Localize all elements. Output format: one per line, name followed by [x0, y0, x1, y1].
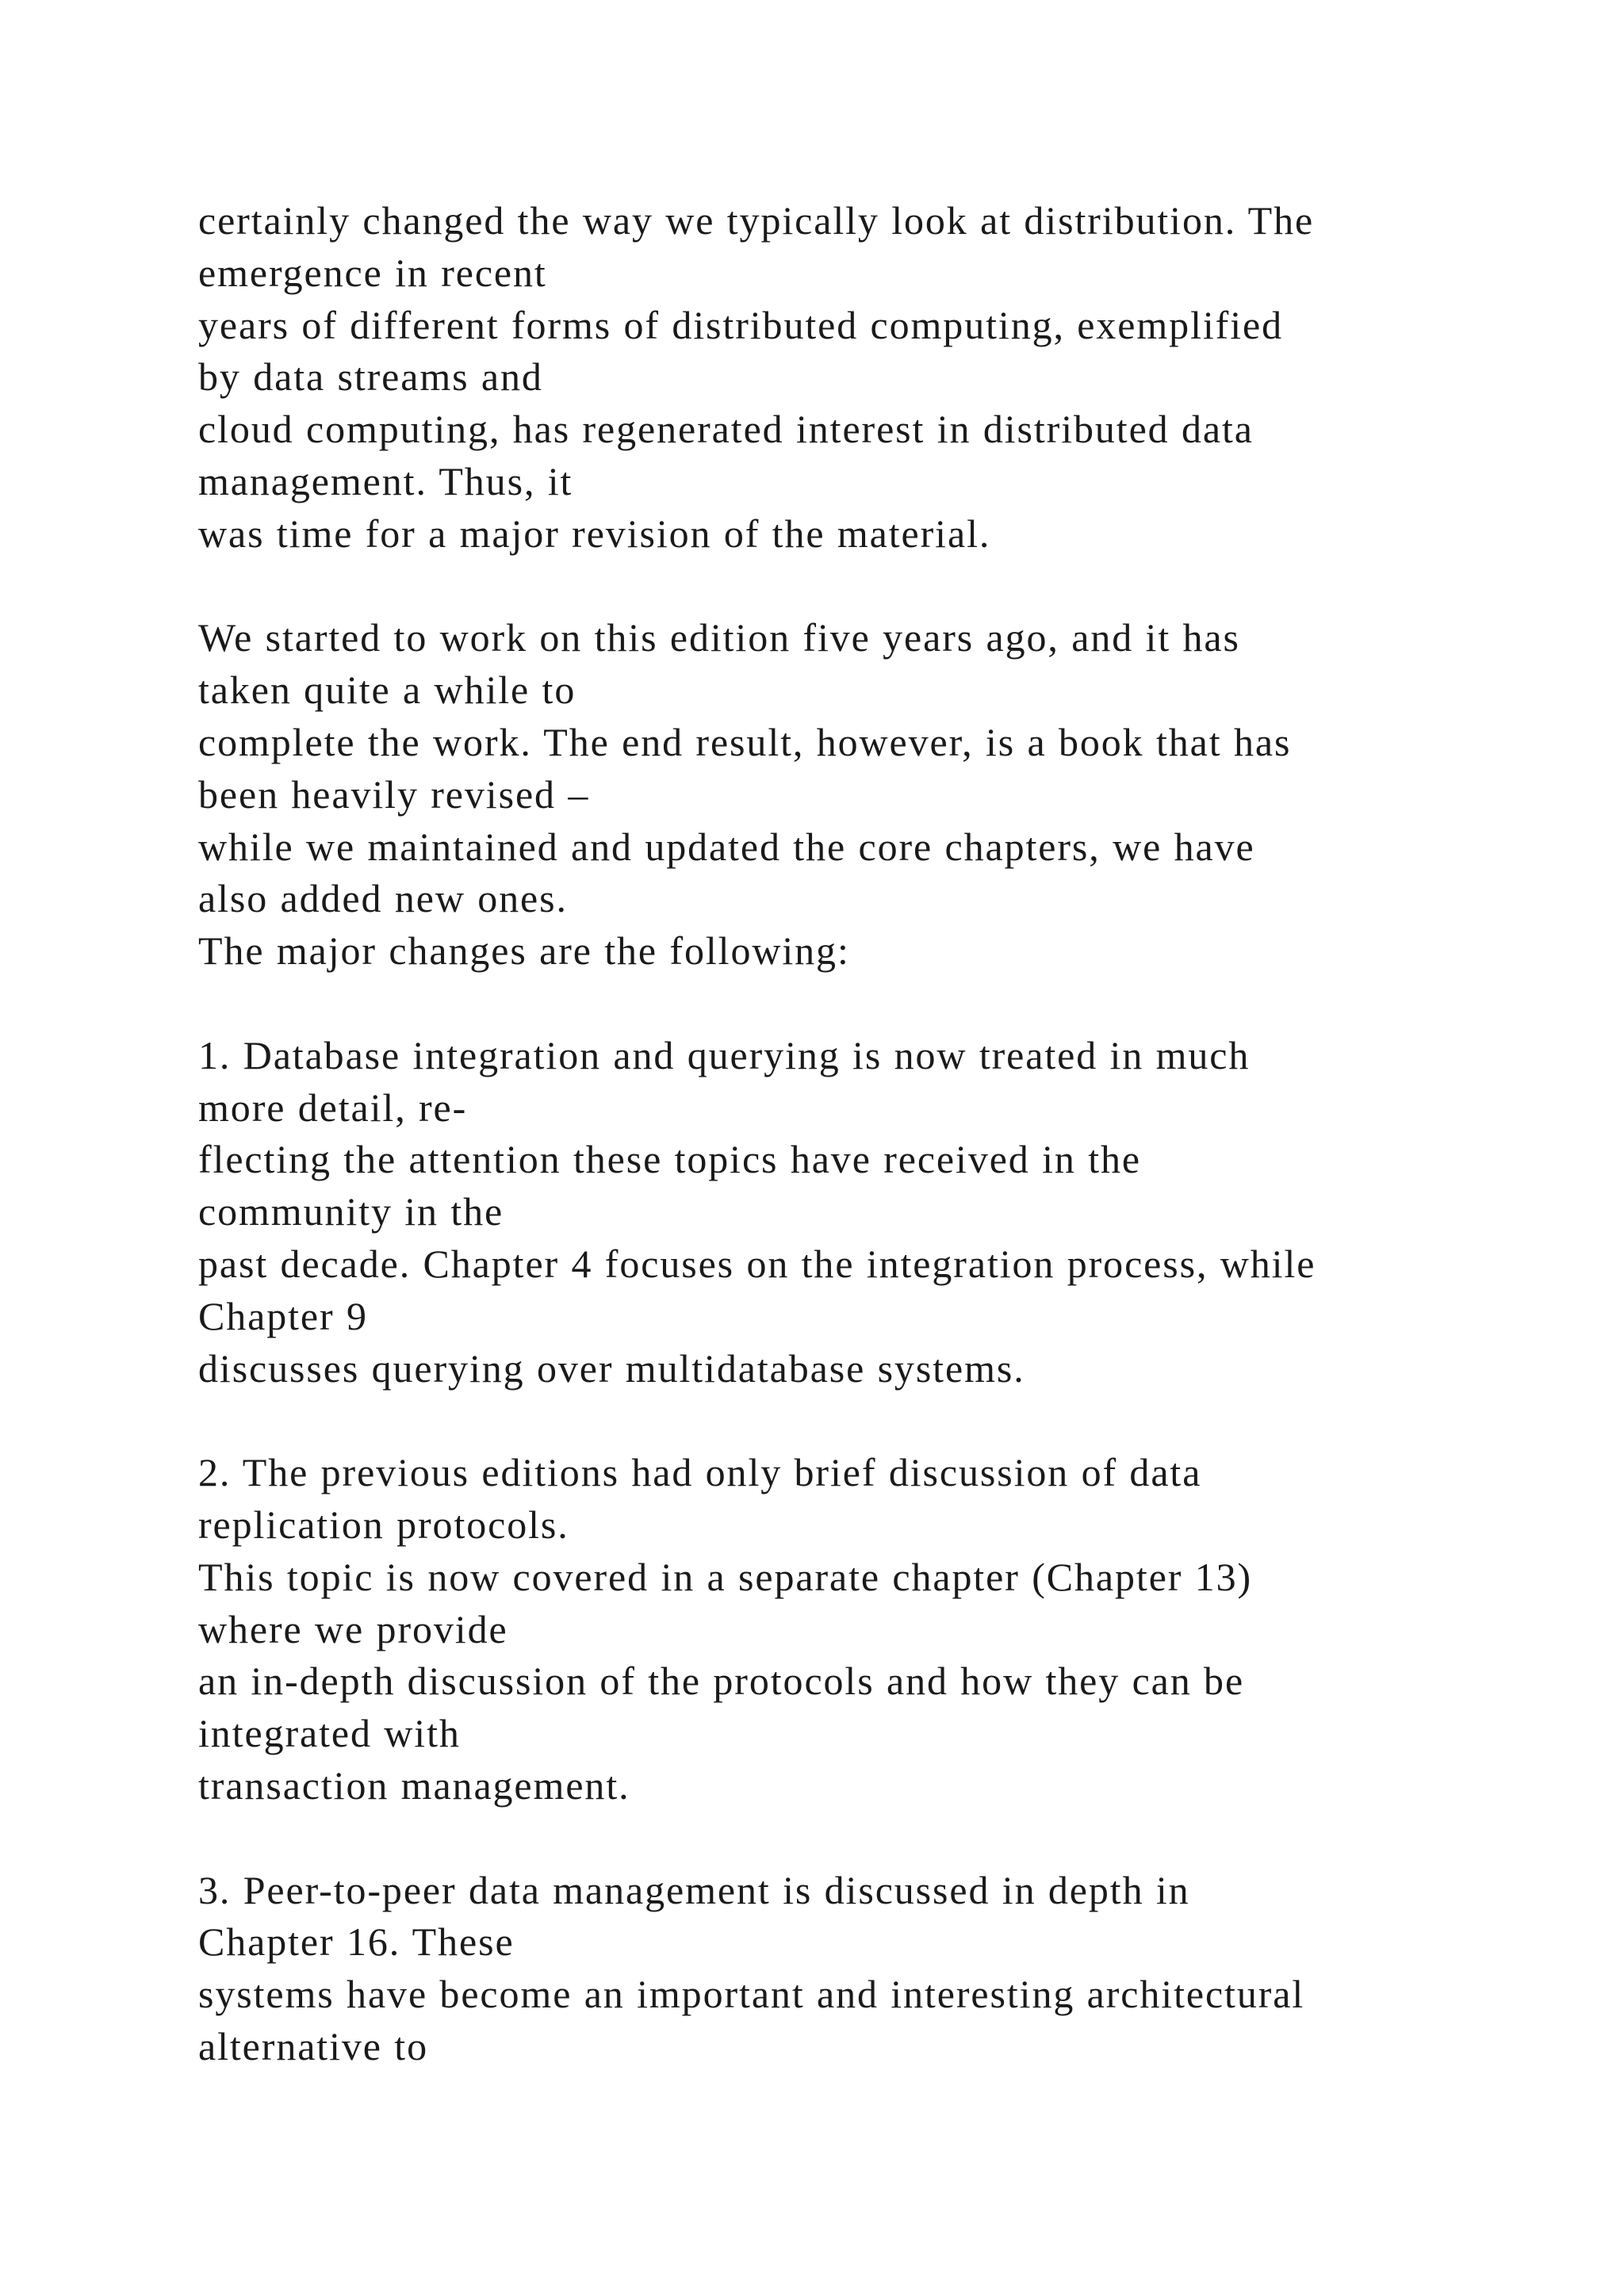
text-line: past decade. Chapter 4 focuses on the integration process, while	[198, 1241, 1316, 1286]
text-line: transaction management.	[198, 1762, 630, 1808]
text-line: This topic is now covered in a separate chapter (Chapter 13)	[198, 1554, 1253, 1599]
text-line: systems have become an important and interesting architectural	[198, 1972, 1305, 2017]
text-line: by data streams and	[198, 354, 543, 400]
body-text	[198, 195, 1594, 2073]
text-line: 2. The previous editions had only brief discussion of data	[198, 1450, 1202, 1495]
text-line: integrated with	[198, 1711, 461, 1756]
text-line: years of different forms of distributed computing, exemplified	[198, 302, 1283, 347]
list-item	[198, 1447, 1594, 1812]
text-line: 3. Peer-to-peer data management is discussed in depth in	[198, 1867, 1190, 1912]
text-line: was time for a major revision of the material.	[198, 511, 991, 556]
text-line: where we provide	[198, 1606, 508, 1651]
text-line: complete the work. The end result, however, is a book that has	[198, 719, 1292, 764]
text-line: community in the	[198, 1189, 504, 1234]
list-item	[198, 1865, 1594, 2073]
text-line: alternative to	[198, 2023, 428, 2068]
paragraph	[198, 195, 1594, 561]
text-line: an in-depth discussion of the protocols and how they can be	[198, 1659, 1245, 1704]
text-line: emergence in recent	[198, 250, 547, 295]
paragraph-spacer	[198, 561, 1594, 613]
text-line: also added new ones.	[198, 876, 568, 921]
paragraph-spacer	[198, 1395, 1594, 1447]
text-line: more detail, re-	[198, 1085, 468, 1130]
text-line: discusses querying over multidatabase systems.	[198, 1345, 1025, 1391]
text-line: Chapter 9	[198, 1293, 368, 1338]
text-line: flecting the attention these topics have received in the	[198, 1137, 1141, 1182]
paragraph	[198, 612, 1594, 978]
text-line: management. Thus, it	[198, 458, 573, 503]
text-line: replication protocols.	[198, 1502, 569, 1547]
text-line: The major changes are the following:	[198, 928, 850, 974]
text-line: cloud computing, has regenerated interest in distributed data	[198, 407, 1254, 452]
text-line: while we maintained and updated the core chapters, we have	[198, 824, 1255, 869]
paragraph-spacer	[198, 978, 1594, 1030]
text-line: certainly changed the way we typically look at distribution. The	[198, 198, 1315, 243]
paragraph-spacer	[198, 1812, 1594, 1865]
text-line: Chapter 16. These	[198, 1919, 515, 1965]
list-item	[198, 1030, 1594, 1395]
text-line: 1. Database integration and querying is now treated in much	[198, 1032, 1251, 1077]
text-line: taken quite a while to	[198, 668, 576, 713]
text-line: been heavily revised –	[198, 771, 590, 817]
text-line: We started to work on this edition five years ago, and it has	[198, 615, 1240, 660]
